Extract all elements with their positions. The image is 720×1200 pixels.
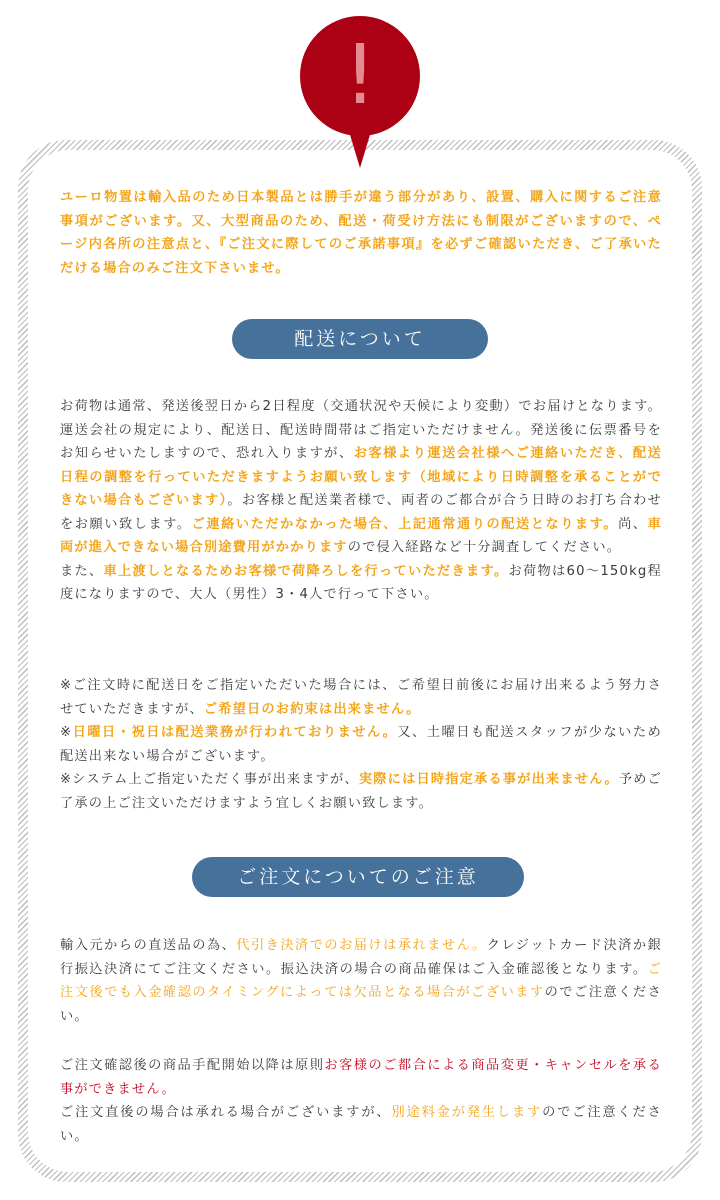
- shipping-note-1: ※ご注文時に配送日をご指定いただいた場合には、ご希望日前後にお届け出来るよう努力させていただきますが、ご希望日のお約束は出来ません。: [60, 678, 662, 717]
- order-paragraph-3: ご注文直後の場合は承れる場合がございますが、別途料金が発生しますのでご注意ください。: [60, 1105, 662, 1144]
- order-confirm-body: [60, 1054, 662, 1148]
- shipping-note-2: ※日曜日・祝日は配送業務が行われておりません。又、土曜日も配送スタッフが少ないため配送出来ない場合がございます。: [60, 725, 662, 764]
- shipping-paragraph-1: お荷物は通常、発送後翌日から2日程度（交通状況や天候により変動）でお届けとなります。運送会社の規定により、配送日、配送時間帯はご指定いただけません。発送後に伝票番号をお知らせいたしますので、恐れ入りますが、お客様より運送会社様へご連絡いただき、配送日程の調整を行っていただきますようお願い致します（地域により日時調整を承ることができない場合もございます）。お客様と配送業者様で、両者のご都合が合う日時のお打ち合わせをお願い致します。ご連絡いただかなかった場合、上記通常通りの配送となります。尚、車両が進入できない場合別途費用がかかりますので侵入経路など十分調査してください。: [60, 399, 663, 555]
- shipping-body: [60, 395, 662, 607]
- alert-bubble-tail: [348, 128, 372, 168]
- intro-text: [60, 186, 662, 280]
- order-paragraph-1: 輸入元からの直送品の為、代引き決済でのお届けは承れません。クレジットカード決済か銀行振込決済にてご注文ください。振込決済の場合の商品確保はご入金確認後となります。ご注文後でも入金確認のタイミングによっては欠品となる場合がございますのでご注意ください。: [60, 938, 662, 1024]
- intro-paragraph: ユーロ物置は輸入品のため日本製品とは勝手が違う部分があり、設置、購入に関するご注意事項がございます。又、大型商品のため、配送・荷受け方法にも制限がございますので、ページ内各所の注意点と、『ご注文に際してのご承諾事項』を必ずご確認いただき、ご了承いただける場合のみご注文下さいませ。: [60, 190, 662, 276]
- order-paragraph-2: ご注文確認後の商品手配開始以降は原則お客様のご都合による商品変更・キャンセルを承る事ができません。: [60, 1058, 662, 1097]
- exclamation-icon: !: [343, 28, 377, 123]
- order-heading: ご注文についてのご注意: [192, 857, 524, 897]
- shipping-notes: [60, 674, 662, 815]
- shipping-paragraph-2: また、車上渡しとなるためお客様で荷降ろしを行っていただきます。お荷物は60〜150kg程度になりますので、大人（男性）3・4人で行って下さい。: [60, 563, 662, 602]
- shipping-note-3: ※システム上ご指定いただく事が出来ますが、実際には日時指定承る事が出来ません。予めご了承の上ご注文いただけますよう宜しくお願い致します。: [60, 772, 662, 811]
- order-body: [60, 934, 662, 1028]
- shipping-heading: 配送について: [232, 319, 488, 359]
